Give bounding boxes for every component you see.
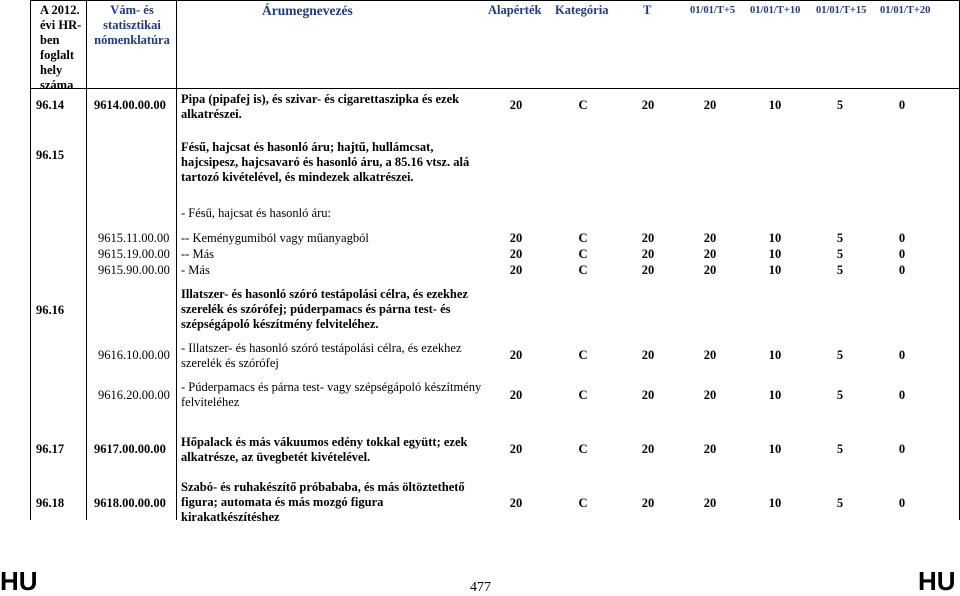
tariff-code: 9618.00.00.00 — [94, 496, 166, 510]
t5-value: 20 — [703, 442, 717, 456]
t15-value: 5 — [836, 496, 844, 510]
base-rate-value: 20 — [509, 98, 523, 112]
header-base-rate: Alapérték — [488, 3, 542, 17]
category-value: C — [578, 98, 588, 112]
goods-description: Hőpalack és más vákuumos edény tokkal együtt; ezek alkatrésze, az üvegbetét kivételével. — [181, 435, 468, 464]
column-divider — [86, 0, 87, 520]
tariff-code: 9615.19.00.00 — [98, 247, 170, 261]
t-value: 20 — [641, 442, 655, 456]
base-rate-value: 20 — [509, 388, 523, 402]
header-bottom-border — [30, 88, 960, 89]
t-value: 20 — [641, 247, 655, 261]
header-category: Kategória — [555, 3, 609, 17]
t10-value: 10 — [768, 247, 782, 261]
goods-description: -- Keménygumiból vagy műanyagból — [181, 231, 369, 245]
goods-description: Szabó- és ruhakészítő próbababa, és más öltöztethető figura; automata és más mozgó figura kirakatkészítéshez — [181, 480, 465, 524]
t-value: 20 — [641, 496, 655, 510]
t15-value: 5 — [836, 388, 844, 402]
tariff-code: 9614.00.00.00 — [94, 98, 166, 112]
goods-description: Illatszer- és hasonló szóró testápolási célra, és ezekhez szerelék és szórófej; púderpamacs és párna test- és szépségápoló készítmény felviteléhez. — [181, 287, 468, 331]
goods-description: Pipa (pipafej is), és szivar- és cigarettaszipka és ezek alkatrészei. — [181, 92, 460, 121]
footer-country-code-right: HU — [918, 566, 956, 596]
goods-description: - Más — [181, 263, 210, 277]
t20-value: 0 — [898, 231, 906, 245]
header-t5: 01/01/T+5 — [690, 5, 736, 16]
t15-value: 5 — [836, 231, 844, 245]
hr-position: 96.15 — [36, 148, 65, 162]
header-description: Árumegnevezés — [262, 3, 353, 18]
t10-value: 10 — [768, 388, 782, 402]
hr-position: 96.14 — [36, 98, 65, 112]
t5-value: 20 — [703, 348, 717, 362]
table-top-border — [30, 0, 960, 1]
base-rate-value: 20 — [509, 496, 523, 510]
t-value: 20 — [641, 98, 655, 112]
footer-country-code-left: HU — [0, 566, 38, 596]
t20-value: 0 — [898, 247, 906, 261]
tariff-code: 9615.90.00.00 — [98, 263, 170, 277]
t10-value: 10 — [768, 496, 782, 510]
hr-position: 96.16 — [36, 303, 65, 317]
t5-value: 20 — [703, 263, 717, 277]
t20-value: 0 — [898, 348, 906, 362]
goods-description: - Illatszer- és hasonló szóró testápolási célra, és ezekhez szerelék és szórófej — [181, 341, 462, 370]
t15-value: 5 — [836, 263, 844, 277]
category-value: C — [578, 496, 588, 510]
t10-value: 10 — [768, 231, 782, 245]
t20-value: 0 — [898, 496, 906, 510]
tariff-code: 9616.10.00.00 — [98, 348, 170, 362]
t-value: 20 — [641, 348, 655, 362]
goods-description: - Púderpamacs és párna test- vagy szépségápoló készítmény felviteléhez — [181, 380, 482, 409]
base-rate-value: 20 — [509, 348, 523, 362]
t20-value: 0 — [898, 442, 906, 456]
t-value: 20 — [641, 231, 655, 245]
page-number: 477 — [470, 580, 491, 595]
t15-value: 5 — [836, 98, 844, 112]
t10-value: 10 — [768, 98, 782, 112]
t5-value: 20 — [703, 247, 717, 261]
base-rate-value: 20 — [509, 231, 523, 245]
base-rate-value: 20 — [509, 247, 523, 261]
t5-value: 20 — [703, 496, 717, 510]
t20-value: 0 — [898, 388, 906, 402]
t15-value: 5 — [836, 348, 844, 362]
goods-description: -- Más — [181, 247, 214, 261]
header-t10: 01/01/T+10 — [750, 5, 801, 16]
tariff-code: 9615.11.00.00 — [98, 231, 170, 245]
t20-value: 0 — [898, 98, 906, 112]
table-left-border — [30, 0, 31, 520]
header-t: T — [643, 3, 652, 17]
t15-value: 5 — [836, 442, 844, 456]
base-rate-value: 20 — [509, 442, 523, 456]
t10-value: 10 — [768, 263, 782, 277]
header-t20: 01/01/T+20 — [880, 5, 931, 16]
category-value: C — [578, 231, 588, 245]
t20-value: 0 — [898, 263, 906, 277]
t-value: 20 — [641, 263, 655, 277]
goods-subheading: - Fésű, hajcsat és hasonló áru: — [181, 206, 331, 220]
t5-value: 20 — [703, 98, 717, 112]
tariff-code: 9617.00.00.00 — [94, 442, 166, 456]
t5-value: 20 — [703, 231, 717, 245]
category-value: C — [578, 348, 588, 362]
hr-position: 96.17 — [36, 442, 65, 456]
category-value: C — [578, 263, 588, 277]
column-divider — [176, 0, 177, 520]
base-rate-value: 20 — [509, 263, 523, 277]
header-t15: 01/01/T+15 — [816, 5, 867, 16]
t15-value: 5 — [836, 247, 844, 261]
hr-position: 96.18 — [36, 496, 65, 510]
t10-value: 10 — [768, 348, 782, 362]
category-value: C — [578, 247, 588, 261]
header-hr-position: A 2012. évi HR- ben foglalt hely száma — [40, 3, 82, 92]
category-value: C — [578, 388, 588, 402]
t10-value: 10 — [768, 442, 782, 456]
category-value: C — [578, 442, 588, 456]
tariff-code: 9616.20.00.00 — [98, 388, 170, 402]
t-value: 20 — [641, 388, 655, 402]
goods-description: Fésű, hajcsat és hasonló áru; hajtű, hullámcsat, hajcsipesz, hajcsavaró és hasonló áru, a 85.16 vtsz. alá tartozó kivételével, és mindezek alkatrészei. — [181, 140, 470, 184]
t5-value: 20 — [703, 388, 717, 402]
header-nomenclature: Vám- és statisztikai nómenklatúra — [94, 3, 170, 47]
